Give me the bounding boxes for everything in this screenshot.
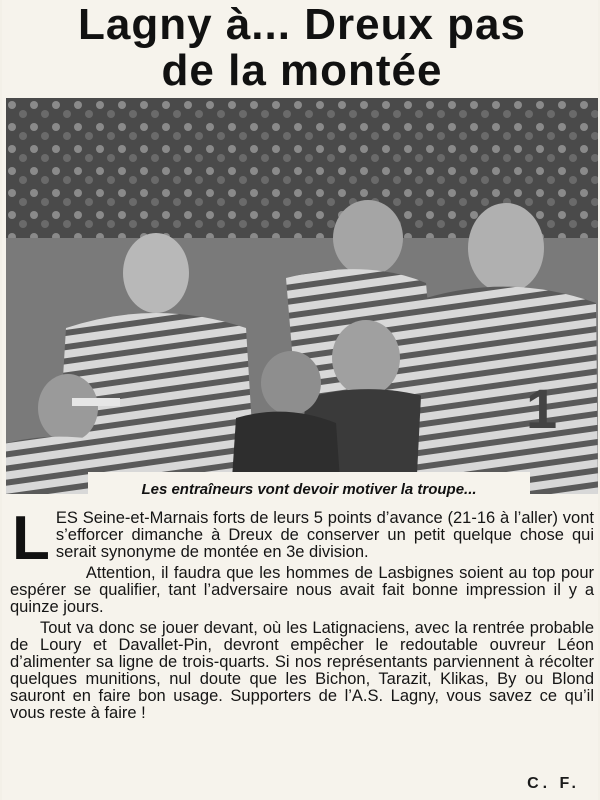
player-head <box>123 233 189 313</box>
newspaper-clipping <box>2 0 598 800</box>
photo-illustration <box>6 98 598 494</box>
author-signature: C. F. <box>527 775 580 792</box>
headline-line-1: Lagny à... Dreux pas <box>78 0 526 49</box>
photo-caption: Les entraîneurs vont devoir motiver la troupe... <box>88 472 530 506</box>
paragraph-2: Attention, il faudra que les hommes de Lasbignes soient au top pour espérer se qualifier, tant l’adversaire nous avait fait bonne impression il y a quinze jours. <box>10 564 594 616</box>
article-body <box>10 504 594 726</box>
coach-head <box>332 320 400 396</box>
paragraph-3: Tout va donc se jouer devant, où les Latignaciens, avec la rentrée probable de Loury et Davallet-Pin, devront empêcher le redoutable ouvreur Léon d’alimenter sa ligne de trois-quarts. Si nos représentants parviennent à récolter quelques munitions, nul doute que les Bichon, Tarazit, Klikas, By ou Blond sauront en faire bon usage. Supporters de l’A.S. Lagny, vous savez ce qu’il vous reste à faire ! <box>10 619 594 722</box>
headline <box>2 2 600 94</box>
paragraph-1 <box>10 504 594 573</box>
svg-text:1: 1 <box>526 377 558 440</box>
headline-line-2: de la montée <box>161 46 443 95</box>
rugby-team-photo <box>6 98 598 494</box>
paragraph-1-text: ES Seine-et-Marnais forts de leurs 5 points d’avance (21-16 à l’aller) vont s’efforcer dimanche à Dreux de conserver un petit quelque chose qui serait synonyme de montée en 3e division. <box>55 509 594 561</box>
drop-cap: L <box>12 504 50 573</box>
